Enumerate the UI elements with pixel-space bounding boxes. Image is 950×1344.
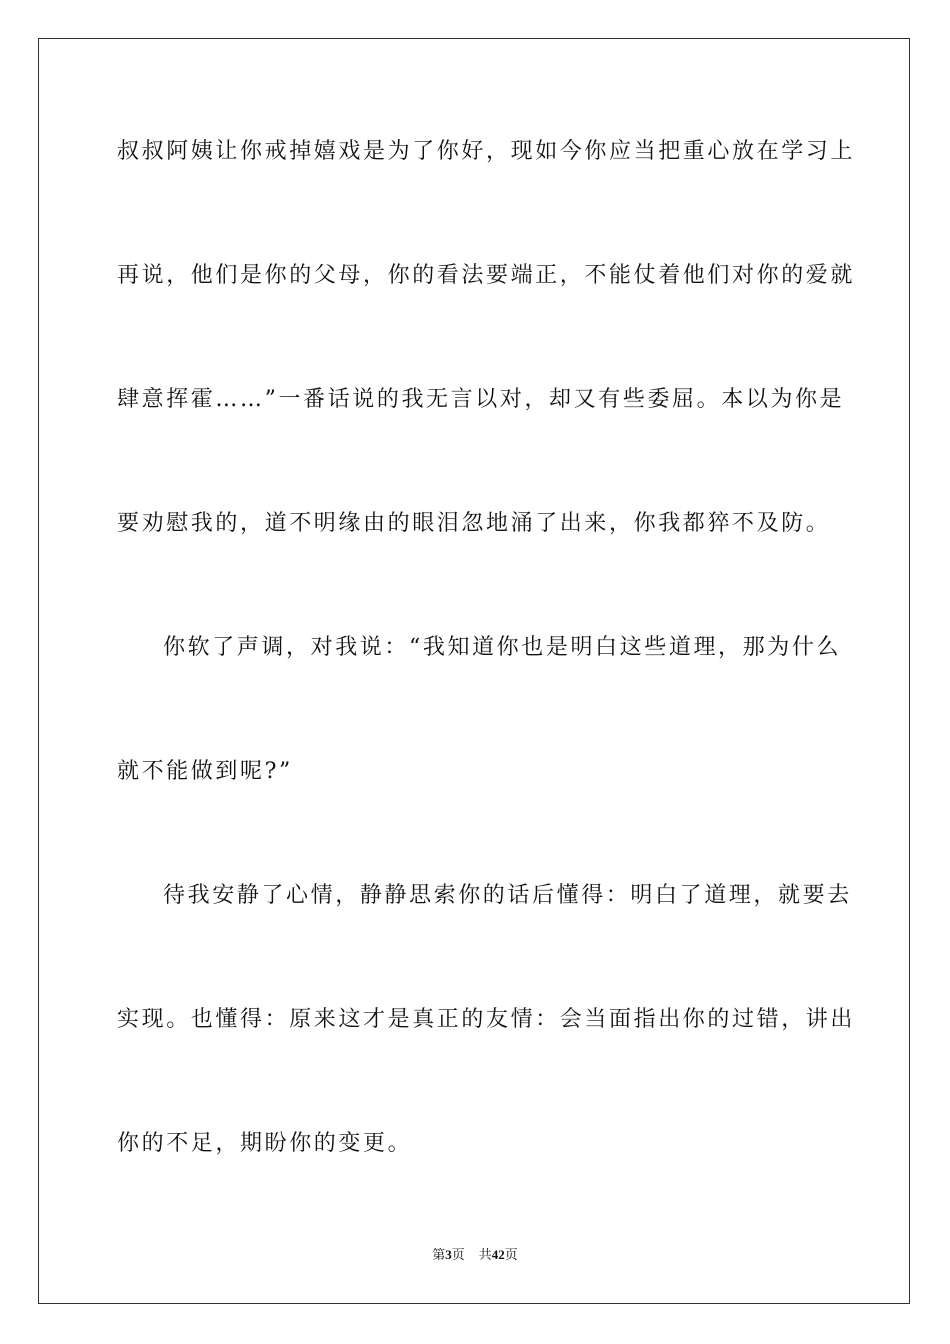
total-pages: 42: [491, 1247, 505, 1262]
page-number: 3: [445, 1247, 452, 1262]
page-prefix: 第: [432, 1248, 446, 1263]
page-border: [38, 38, 910, 1304]
text-line-3: 肆意挥霍……”一番话说的我无言以对，却又有些委屈。本以为你是: [117, 387, 845, 412]
text-line-8: 实现。也懂得：原来这才是真正的友情：会当面指出你的过错，讲出: [117, 1007, 856, 1032]
text-line-5: 你软了声调，对我说：“我知道你也是明白这些道理，那为什么: [163, 635, 842, 660]
text-line-6: 就不能做到呢?”: [117, 759, 293, 784]
text-line-1: 叔叔阿姨让你戒掉嬉戏是为了你好，现如今你应当把重心放在学习上: [117, 139, 856, 164]
text-line-4: 要劝慰我的，道不明缘由的眼泪忽地涌了出来，你我都猝不及防。: [117, 511, 831, 536]
total-suffix: 页: [504, 1248, 518, 1263]
text-line-9: 你的不足，期盼你的变更。: [117, 1131, 413, 1156]
text-line-2: 再说，他们是你的父母，你的看法要端正，不能仗着他们对你的爱就: [117, 263, 856, 288]
page-suffix: 页: [451, 1248, 465, 1263]
page-footer: [0, 1246, 950, 1265]
text-line-7: 待我安静了心情，静静思索你的话后懂得：明白了道理，就要去: [163, 883, 852, 908]
total-prefix: 共: [478, 1248, 492, 1263]
